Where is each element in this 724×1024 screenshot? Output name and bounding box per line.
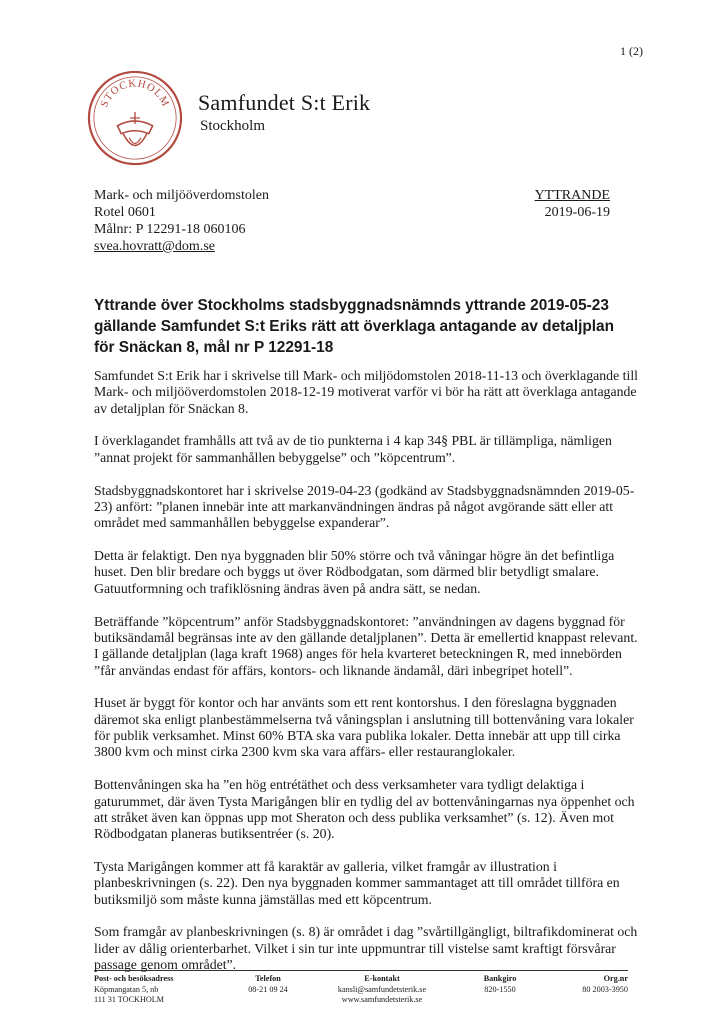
paragraph: Samfundet S:t Erik har i skrivelse till Mark- och miljödomstolen 2018-11-13 och överklagande till Mark- och miljööverdomstolen 2018-12-19 motiverat varför vi bör ha rätt att överklaga antagande av detaljplan för Snäckan 8. (94, 368, 638, 416)
paragraph: Huset är byggt för kontor och har använts som ett rent kontorshus. I den föreslagna byggnaden däremot ska enligt planbestämmelserna två våningsplan i anslutning till bottenvåning vara lokaler för publik verksamhet. Minst 60% BTA ska vara publika lokaler. Detta innebär att upp till cirka 3800 kvm och minst cirka 2300 kvm ska vara affärs- eller restauranglokaler. (94, 695, 634, 760)
recipient-block (94, 187, 269, 255)
footer-web-link[interactable]: www.samfundetsterik.se (341, 995, 423, 1004)
samfundet-logo-seal (86, 69, 184, 167)
footer-address (94, 974, 173, 1006)
recipient-case-number: Målnr: P 12291-18 060106 (94, 222, 246, 237)
document-meta (510, 187, 610, 221)
page-number: 1 (2) (620, 44, 643, 58)
paragraph: Detta är felaktigt. Den nya byggnaden blir 50% större och två våningar högre än det befintliga huset. Den blir bredare och byggs ut över Rödbodgatan, som därmed blir betydligt smalare. Gatuutformning och trafiklösning ändras även på andra sätt, se nedan. (94, 548, 615, 596)
paragraph: Bottenvåningen ska ha ”en hög entrétäthet och dess verksamheter vara tydligt delaktiga i gaturummet, där även Tysta Marigången blir en tydlig del av bottenvåningarnas nya öppenhet och att stråket även kan öppnas upp mot Sheraton och dess publika verksamhet” (s. 12). Även mot Rödbodgatan planeras butiksentréer (s. 20). (94, 777, 635, 842)
paragraph: Som framgår av planbeskrivningen (s. 8) är området i dag ”svårtillgängligt, biltrafikdominerat och lider av dålig orienterbarhet. Vilket i sin tur inte uppmuntrar till vistelse samt kraftigt försvårar passage genom området”. (94, 924, 638, 973)
footer-contact-label: E-kontakt (364, 974, 400, 983)
recipient-court: Mark- och miljööverdomstolen (94, 188, 269, 203)
footer-email-link[interactable]: kansli@samfundetsterik.se (337, 984, 427, 994)
footer-bankgiro (460, 974, 540, 995)
paragraph: Beträffande ”köpcentrum” anför Stadsbyggnadskontoret: ”användningen av dagens byggnad för butiksändamål begränsas inte av den gällande detaljplanen”. Detta är emellertid knappast relevant. I gällande detaljplan (laga kraft 1968) anges för hela kvarteret beteckningen R, med innebörden ”får användas endast för affärs, kontors- och liknande ändamål, däri inbegripet hotell”. (94, 613, 638, 678)
footer-phone-value: 08-21 09 24 (248, 984, 288, 994)
footer-address-line2: 111 31 TOCKHOLM (94, 995, 165, 1004)
paragraph: Stadsbyggnadskontoret har i skrivelse 2019-04-23 (godkänd av Stadsbyggnadsnämnden 2019-05-23) anfört: ”planen innebär inte att markanvändningen ändras på något avgörande sätt eller att området med sammanhållen bebyggelse expanderar”. (94, 482, 635, 531)
footer-address-line1: Köpmangatan 5, nb (94, 984, 159, 994)
document-heading: Yttrande över Stockholms stadsbyggnadsnämnds yttrande 2019-05-23 gällande Samfundet S:t Eriks rätt att överklaga antagande av detaljplan för Snäckan 8, mål nr P 12291-18 (94, 297, 615, 356)
footer-orgnr (548, 974, 628, 995)
logo-text: STOCKHOLM (98, 77, 172, 110)
svg-text:STOCKHOLM (98, 77, 171, 109)
paragraph: Tysta Marigången kommer att få karaktär av galleria, vilket framgår av illustration i planbeskrivningen (s. 22). Den nya byggnaden kommer sammantaget att till området tillföra en butiksmiljö som måste kunna jämställas med ett köpcentrum. (94, 858, 620, 907)
paragraph: I överklagandet framhålls att två av de tio punkterna i 4 kap 34§ PBL är tillämpliga, nämligen ”annat projekt för sammanhållen bebyggelse” och ”köpcentrum”. (94, 433, 612, 465)
footer-phone-label: Telefon (255, 974, 281, 983)
footer-bankgiro-label: Bankgiro (483, 974, 517, 983)
footer-phone (218, 974, 318, 995)
footer-orgnr-label: Org.nr (603, 974, 628, 983)
footer-bankgiro-value: 820-1550 (484, 984, 516, 994)
footer-divider (94, 970, 628, 971)
document-date: 2019-06-19 (544, 205, 610, 220)
footer-orgnr-value: 80 2003-3950 (582, 984, 628, 994)
org-name: Samfundet S:t Erik (198, 90, 371, 115)
footer-address-label: Post- och besöksadress (94, 974, 174, 983)
recipient-division: Rotel 0601 (94, 205, 156, 220)
recipient-email-link[interactable]: svea.hovratt@dom.se (94, 239, 215, 254)
org-city: Stockholm (200, 118, 266, 134)
footer-contact (322, 974, 442, 1006)
document-type: YTTRANDE (534, 188, 610, 203)
document-body (94, 368, 642, 990)
